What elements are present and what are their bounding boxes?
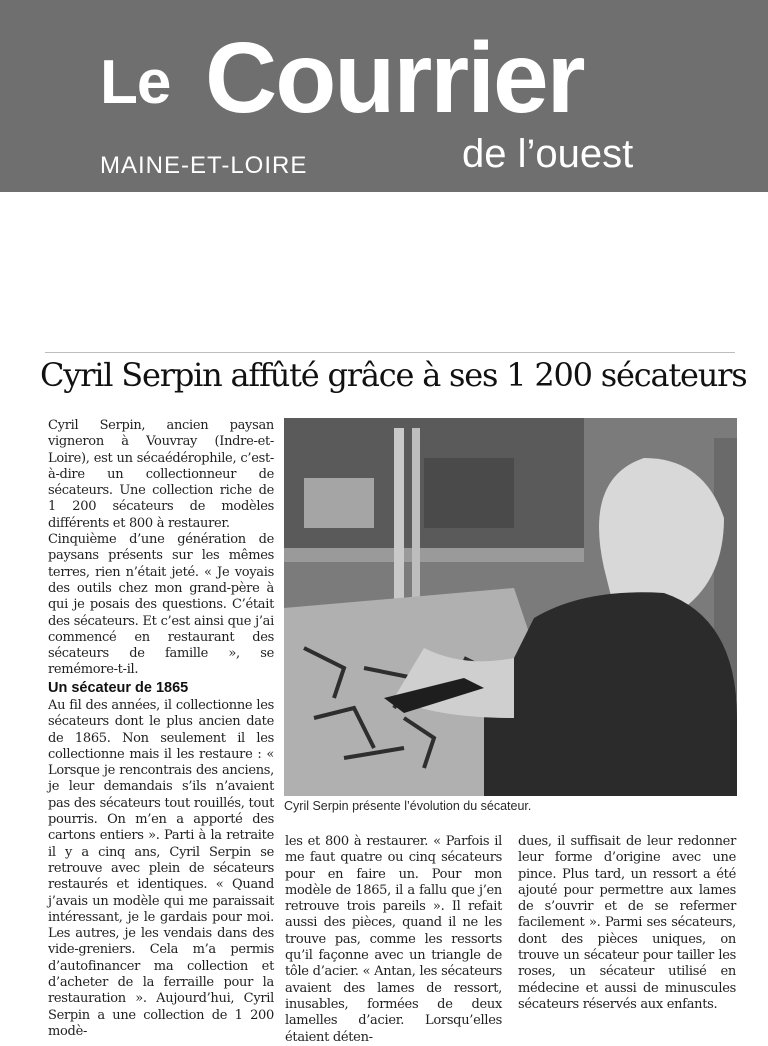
article-body-column-3: dues, il suffisait de leur redonner leur forme d’origine avec une pince. Plus tard, un ressort a été ajouté pour permettre aux lames de s’ouvrir et de se refermer facilement ». Parmi ses sécateurs, dont des pièces uniques, on trouve un sécateur pour tailler les roses, un sécateur utilisé en médecine et aussi de minuscules sécateurs réservés aux enfants. [518, 834, 736, 1012]
masthead [0, 0, 768, 192]
article-body-column-2: les et 800 à restaurer. « Parfois il me faut quatre ou cinq sécateurs pour en faire un. Pour mon modèle de 1865, il a fallu que j’en retrouve trois pareils ». Il refait aussi des pièces, quand il ne les trouve pas, comme les ressorts qu’il façonne avec un triangle de tôle d’acier. « Antan, les sécateurs avaient des lames de ressort, inusables, formées de deux lamelles d’acier. Lorsqu’elles étaient déten- [285, 834, 502, 1045]
photo-illustration [284, 418, 737, 796]
article-headline: Cyril Serpin affûté grâce à ses 1 200 sécateurs [40, 356, 747, 394]
photo-caption: Cyril Serpin présente l’évolution du sécateur. [284, 799, 532, 813]
article-intro-text: Cyril Serpin, ancien paysan vigneron à Vouvray (Indre-et-Loire), est un sécaédérophile, c’est-à-dire un collectionneur de sécateurs. Une collection riche de 1 200 sécateurs de modèles différents et 800 à restaurer. Cinquième d’une génération de paysans présents sur les mêmes terres, rien n’était jeté. « Je voyais des outils chez mon grand-père à qui je posais des questions. C’était des sécateurs. Et c’est ainsi que j’ai commencé en restaurant des sécateurs de famille », se remémore-t-il. [48, 418, 274, 678]
article-body-column-1: Au fil des années, il collectionne les sécateurs dont le plus ancien date de 1865. Non seulement il les collectionne mais il les restaure : « Lorsque je rencontrais des anciens, je leur demandais s’ils n’avaient pas des sécateurs tout rouillés, tout pourris. On m’en a apporté des cartons entiers ». Parti à la retraite il y a cinq ans, Cyril Serpin se retrouve avec plein de sécateurs restaurés et identiques. « Quand j’avais un modèle qui me paraissait intéressant, je le gardais pour moi. Les autres, je les vendais dans des vide-greniers. Cela m’a permis d’autofinancer ma collection et d’acheter de la ferraille pour la restauration ». Aujourd’hui, Cyril Serpin a une collection de 1 200 modè- [48, 698, 274, 1039]
article-subhead: Un sécateur de 1865 [48, 680, 189, 696]
edition-label: MAINE-ET-LOIRE [100, 152, 308, 179]
logo-de-louest: de l’ouest [462, 132, 634, 176]
article-photo [284, 418, 737, 796]
logo-courrier: Courrier [205, 22, 584, 134]
headline-rule [45, 352, 735, 353]
logo-le: Le [100, 48, 171, 117]
